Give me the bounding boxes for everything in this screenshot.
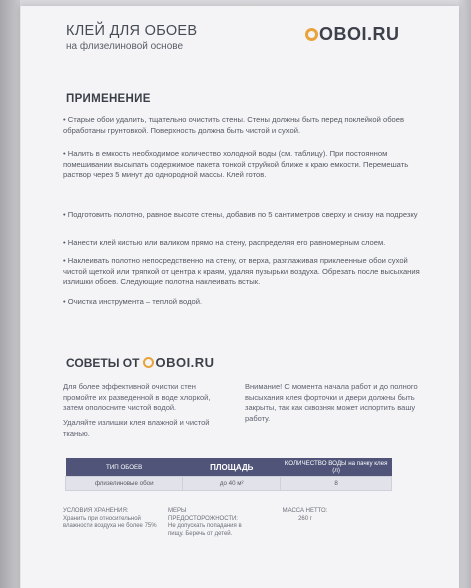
- caution-text: Не допускать попадания в пищу. Беречь от детей.: [168, 523, 242, 537]
- step-6: • Очистка инструмента – теплой водой.: [63, 297, 433, 308]
- step-1: • Старые обои удалить, тщательно очистить стены. Стены должны быть перед поклейкой обоев обработаны грунтовкой. Поверхность должна быть чистой и сухой.: [63, 115, 433, 136]
- tip-left-1: Для более эффективной очистки стен промойте их разведенной в воде хлоркой, затем ополосните чистой водой.: [63, 382, 211, 412]
- water-table: [65, 458, 392, 491]
- brand-logo: [305, 24, 400, 45]
- table-cell: до 40 м²: [183, 477, 281, 491]
- table-header-cell: КОЛИЧЕСТВО ВОДЫ на пачку клея (л): [281, 458, 392, 477]
- table-row: [66, 477, 392, 491]
- caution-title: МЕРЫ ПРЕДОСТОРОЖНОСТИ:: [168, 508, 238, 522]
- tips-heading-text: СОВЕТЫ ОТ: [66, 355, 140, 370]
- table-cell: 8: [281, 477, 392, 491]
- table-header-row: [66, 458, 392, 477]
- mass-title: МАССА НЕТТО:: [282, 508, 328, 514]
- table-header-cell: ПЛОЩАДЬ: [183, 458, 281, 477]
- step-2: • Налить в емкость необходимое количество холодной воды (см. таблицу). При постоянном помешивании высыпать содержимое пакета тонкой струйкой ближе к краю емкости. Перемешать раствор через 5 минут до однородной массы. Клей готов.: [63, 149, 433, 181]
- storage-title: УСЛОВИЯ ХРАНЕНИЯ:: [63, 508, 129, 514]
- caution-info: [168, 508, 248, 538]
- tips-heading: [66, 355, 215, 370]
- tips-logo-ring-icon: [143, 357, 154, 368]
- product-title: КЛЕЙ ДЛЯ ОБОЕВ: [66, 23, 198, 39]
- right-shadow-strip: [458, 0, 471, 588]
- tip-left-2: Удаляйте излишки клея влажной и чистой тканью.: [63, 418, 210, 438]
- mass-value: 260 г: [298, 515, 312, 522]
- tip-right-1: Внимание! С момента начала работ и до полного высыхания клея форточки и двери должны быть закрыты, так как сквозняк может испортить вашу работу.: [245, 382, 418, 423]
- product-subtitle: на флизелиновой основе: [66, 41, 184, 52]
- step-5: • Наклеивать полотно непосредственно на стену, от верха, разглаживая приклеенные обои сухой чистой щеткой или тряпкой от центра к краям, удаляя пузырьки воздуха. Обрезать после высыхания излишки обоев. Следующие полотна наклеивать встык.: [63, 256, 433, 288]
- step-3: • Подготовить полотно, равное высоте стены, добавив по 5 сантиметров сверху и снизу на подрезку: [63, 210, 433, 221]
- logo-ring-icon: [305, 28, 318, 41]
- storage-info: [63, 508, 163, 531]
- mass-info: [270, 508, 340, 523]
- storage-text: Хранить при относительной влажности воздуха не более 75%: [63, 515, 157, 529]
- application-heading: ПРИМЕНЕНИЕ: [66, 93, 151, 105]
- table-cell: флизелиновые обои: [66, 477, 183, 491]
- left-shadow-strip: [0, 0, 20, 588]
- step-4: • Нанести клей кистью или валиком прямо на стену, распределяя его равномерным слоем.: [63, 238, 433, 249]
- logo-text: OBOI.RU: [319, 24, 400, 44]
- tips-logo-text: OBOI.RU: [155, 355, 215, 370]
- table-header-cell: ТИП ОБОЕВ: [66, 458, 183, 477]
- tips-logo: [143, 355, 214, 370]
